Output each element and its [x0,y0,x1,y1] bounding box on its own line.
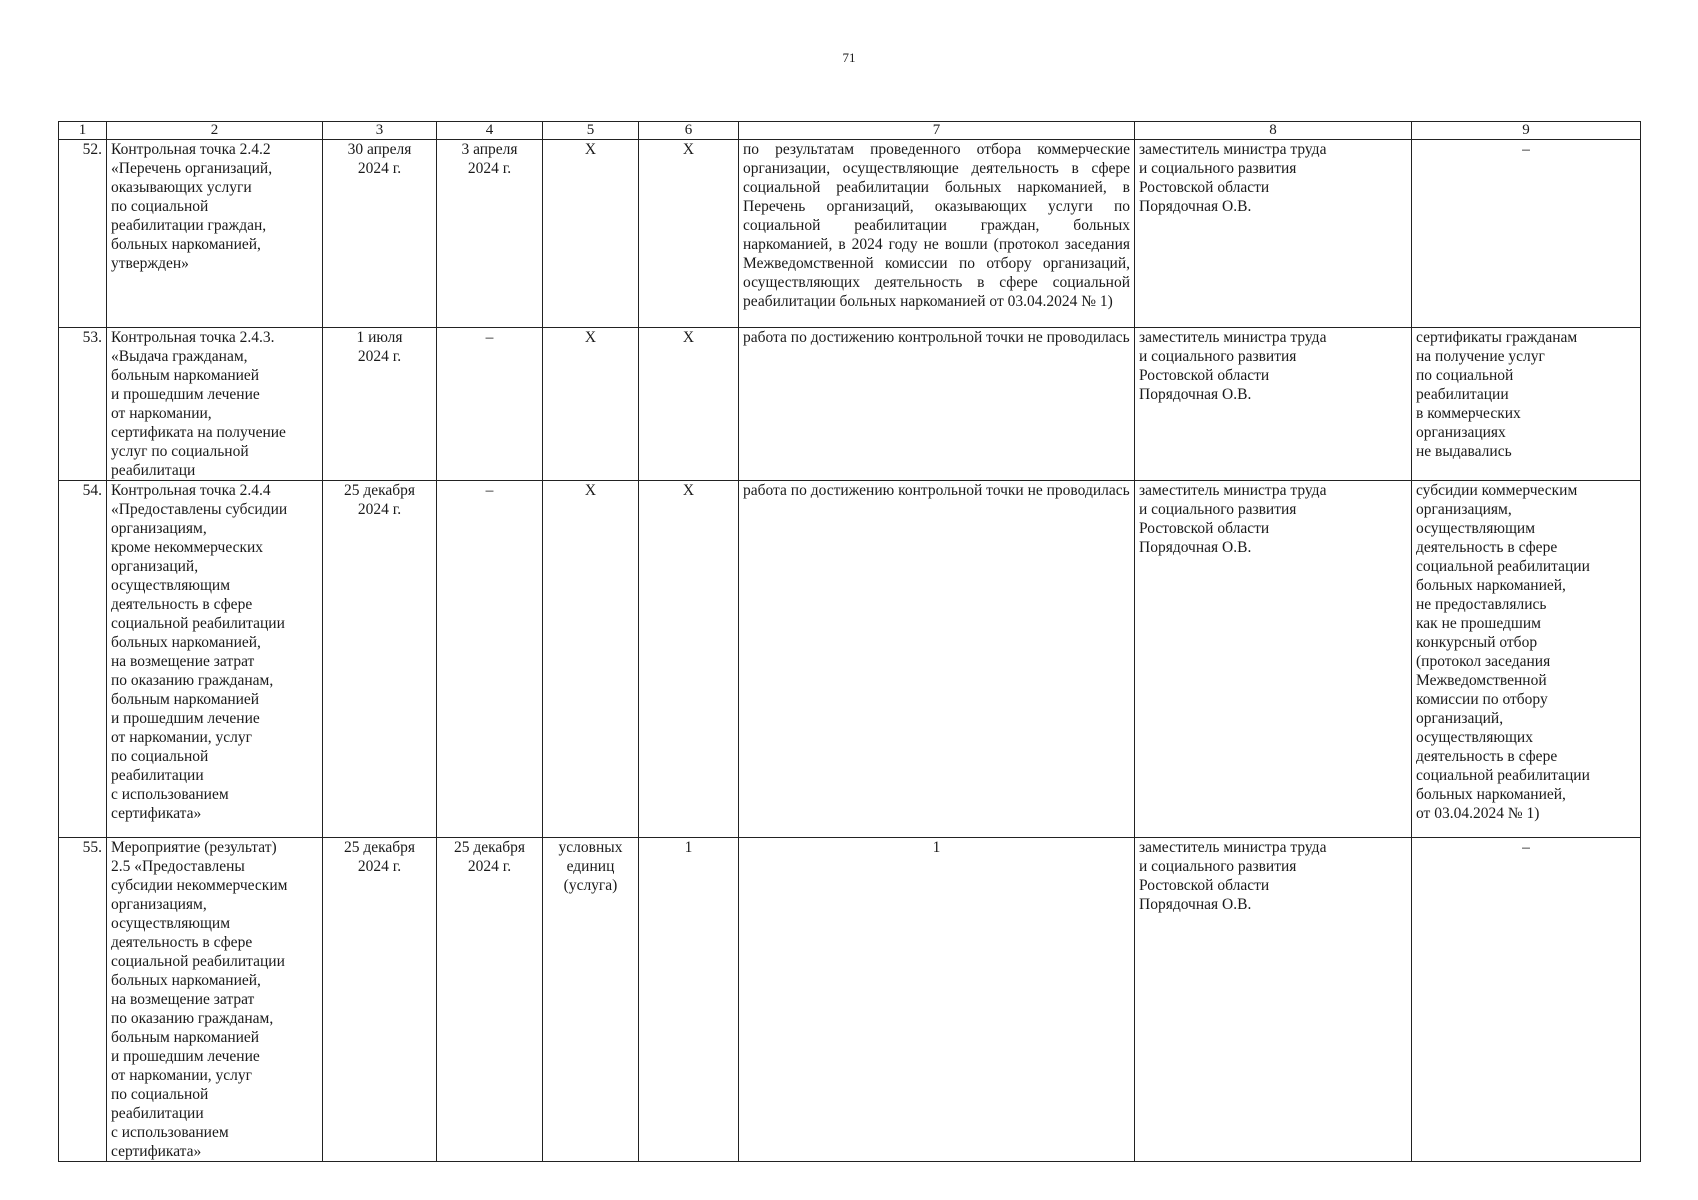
column-number: 2 [107,122,323,140]
responsible: заместитель министра труда и социального развития Ростовской области Порядочная О.В. [1135,838,1412,1162]
report-table [58,121,1641,1162]
actual-date: 25 декабря 2024 г. [437,838,543,1162]
plan-value: X [639,481,739,838]
actual-date: – [437,328,543,481]
column-number: 4 [437,122,543,140]
table-row [59,328,1641,481]
planned-date: 30 апреля 2024 г. [323,140,437,328]
column-number: 5 [543,122,639,140]
plan-value: X [639,328,739,481]
note: сертификаты гражданам на получение услуг по социальной реабилитации в коммерческих организациях не выдавались [1412,328,1641,481]
planned-date: 25 декабря 2024 г. [323,838,437,1162]
row-number: 52. [59,140,107,328]
column-number: 3 [323,122,437,140]
note: – [1412,838,1641,1162]
page-number: 71 [842,50,856,65]
row-number: 53. [59,328,107,481]
item-name: Контрольная точка 2.4.2 «Перечень организаций, оказывающих услуги по социальной реабилитации граждан, больных наркоманией, утвержден» [107,140,323,328]
planned-date: 25 декабря 2024 г. [323,481,437,838]
unit: X [543,140,639,328]
result-text: по результатам проведенного отбора коммерческие организации, осуществляющие деятельность в сфере социальной реабилитации больных наркоманией, в Перечень организаций, оказывающих услуги по социальной реабилитации граждан, больных наркоманией, в 2024 году не вошли (протокол заседания Межведомственной комиссии по отбору организаций, осуществляющих деятельность в сфере социальной реабилитации больных наркоманией от 03.04.2024 № 1) [739,140,1135,328]
unit: X [543,328,639,481]
unit: условных единиц (услуга) [543,838,639,1162]
note: – [1412,140,1641,328]
column-number: 8 [1135,122,1412,140]
table-row [59,481,1641,838]
column-number: 1 [59,122,107,140]
result-text: 1 [739,838,1135,1162]
note: субсидии коммерческим организациям, осуществляющим деятельность в сфере социальной реабилитации больных наркоманией, не предоставлялись как не прошедшим конкурсный отбор (протокол заседания Межведомственной комиссии по отбору организаций, осуществляющих деятельность в сфере социальной реабилитации больных наркоманией, от 03.04.2024 № 1) [1412,481,1641,838]
actual-date: 3 апреля 2024 г. [437,140,543,328]
plan-value: X [639,140,739,328]
planned-date: 1 июля 2024 г. [323,328,437,481]
column-number: 7 [739,122,1135,140]
column-number-row [59,122,1641,140]
table-row [59,140,1641,328]
item-name: Контрольная точка 2.4.3. «Выдача гражданам, больным наркоманией и прошедшим лечение от наркомании, сертификата на получение услуг по социальной реабилитаци [107,328,323,481]
result-text: работа по достижению контрольной точки не проводилась [739,328,1135,481]
responsible: заместитель министра труда и социального развития Ростовской области Порядочная О.В. [1135,481,1412,838]
result-text: работа по достижению контрольной точки не проводилась [739,481,1135,838]
table-row [59,838,1641,1162]
responsible: заместитель министра труда и социального развития Ростовской области Порядочная О.В. [1135,140,1412,328]
row-number: 54. [59,481,107,838]
actual-date: – [437,481,543,838]
column-number: 6 [639,122,739,140]
row-number: 55. [59,838,107,1162]
item-name: Контрольная точка 2.4.4 «Предоставлены субсидии организациям, кроме некоммерческих организаций, осуществляющим деятельность в сфере социальной реабилитации больных наркоманией, на возмещение затрат по оказанию гражданам, больным наркоманией и прошедшим лечение от наркомании, услуг по социальной реабилитации с использованием сертификата» [107,481,323,838]
item-name: Мероприятие (результат) 2.5 «Предоставлены субсидии некоммерческим организациям, осуществляющим деятельность в сфере социальной реабилитации больных наркоманией, на возмещение затрат по оказанию гражданам, больным наркоманией и прошедшим лечение от наркомании, услуг по социальной реабилитации с использованием сертификата» [107,838,323,1162]
unit: X [543,481,639,838]
column-number: 9 [1412,122,1641,140]
plan-value: 1 [639,838,739,1162]
responsible: заместитель министра труда и социального развития Ростовской области Порядочная О.В. [1135,328,1412,481]
